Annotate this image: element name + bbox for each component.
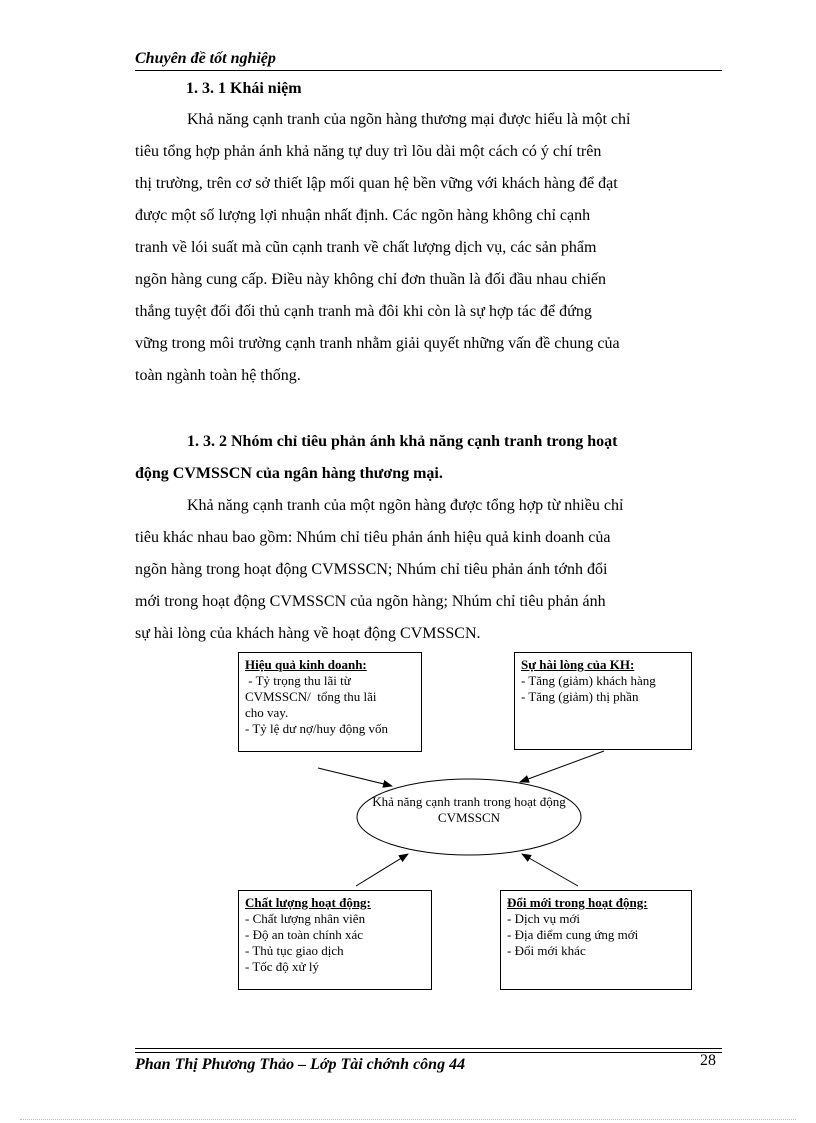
arrow-satisfaction-to-center xyxy=(520,751,604,782)
center-ellipse-label xyxy=(365,794,573,826)
paragraph-line: vững trong môi trường cạnh tranh nhằm giải quyết những vấn đề chung của xyxy=(135,335,620,352)
box-title: Đổi mới trong hoạt động: xyxy=(507,895,648,910)
center-label-line: CVMSSCN xyxy=(437,810,501,825)
paragraph-line: mới trong hoạt động CVMSSCN của ngõn hàng; Nhúm chỉ tiêu phản ánh xyxy=(135,593,606,610)
paragraph-line: tranh về lói suất mà cũn cạnh tranh về chất lượng dịch vụ, các sản phẩm xyxy=(135,239,597,256)
document-header-title: Chuyên đề tốt nghiệp xyxy=(135,50,276,67)
box-item: - Tăng (giảm) khách hàng xyxy=(521,673,656,688)
paragraph-line: ngõn hàng cung cấp. Điều này không chỉ đơn thuần là đối đầu nhau chiến xyxy=(135,271,607,288)
box-customer-satisfaction xyxy=(514,652,692,750)
page-bottom-border xyxy=(20,1119,796,1120)
footer-author: Phan Thị Phương Thảo – Lớp Tài chớnh công 44 xyxy=(135,1056,466,1073)
box-item: - Tỷ trọng thu lãi từ xyxy=(245,673,351,688)
heading-line: động CVMSSCN của ngân hàng thương mại. xyxy=(135,465,443,482)
box-item: - Độ an toàn chính xác xyxy=(245,927,364,942)
box-item: - Tốc độ xử lý xyxy=(245,959,319,974)
paragraph-line: Khả năng cạnh tranh của ngõn hàng thương mại được hiểu là một chỉ xyxy=(187,111,631,128)
box-item: cho vay. xyxy=(245,705,289,720)
box-title: Chất lượng hoạt động: xyxy=(245,895,371,910)
section-1-heading: 1. 3. 1 Khái niệm xyxy=(186,80,302,97)
box-item: - Dịch vụ mới xyxy=(507,911,580,926)
box-operation-quality xyxy=(238,890,432,990)
paragraph-line: thị trường, trên cơ sở thiết lập mối quan hệ bền vững với khách hàng để đạt xyxy=(135,175,618,192)
paragraph-line: tiêu tổng hợp phản ánh khả năng tự duy trì lõu dài một cách có ý chí trên xyxy=(135,143,602,160)
footer-rule xyxy=(135,1052,722,1053)
footer-rule xyxy=(135,1048,722,1049)
paragraph-line: thắng tuyệt đối đối thủ cạnh tranh mà đôi khi còn là sự hợp tác để đứng xyxy=(135,303,592,320)
box-title: Sự hài lòng của KH: xyxy=(521,657,635,672)
center-label-line: Khả năng cạnh tranh xyxy=(372,794,481,809)
arrow-innovation-to-center xyxy=(522,854,578,886)
box-item: - Đổi mới khác xyxy=(507,943,586,958)
box-item: - Tỷ lệ dư nợ/huy động vốn xyxy=(245,721,388,736)
paragraph-line: được một số lượng lợi nhuận nhất định. Các ngõn hàng không chỉ cạnh xyxy=(135,207,591,224)
paragraph-line: ngõn hàng trong hoạt động CVMSSCN; Nhúm chỉ tiêu phản ánh tớnh đổi xyxy=(135,561,608,578)
box-item: - Chất lượng nhân viên xyxy=(245,911,366,926)
box-item: - Tăng (giảm) thị phần xyxy=(521,689,639,704)
box-item: - Địa điểm cung ứng mới xyxy=(507,927,639,942)
arrow-quality-to-center xyxy=(356,854,408,886)
heading-line: 1. 3. 2 Nhóm chỉ tiêu phản ánh khả năng cạnh tranh trong hoạt xyxy=(187,433,618,450)
box-title: Hiệu quả kinh doanh: xyxy=(245,657,367,672)
arrow-efficiency-to-center xyxy=(318,768,392,786)
paragraph-line: toàn ngành toàn hệ thống. xyxy=(135,367,301,384)
paragraph-line: Khả năng cạnh tranh của một ngõn hàng được tổng hợp từ nhiều chỉ xyxy=(187,497,624,514)
box-item: CVMSSCN/ tổng thu lãi xyxy=(245,689,377,704)
paragraph-line: sự hài lòng của khách hàng về hoạt động CVMSSCN. xyxy=(135,625,481,642)
paragraph-line: tiêu khác nhau bao gồm: Nhúm chỉ tiêu phản ánh hiệu quả kinh doanh của xyxy=(135,529,611,546)
box-item: - Thủ tục giao dịch xyxy=(245,943,344,958)
center-label-line: trong hoạt động xyxy=(483,794,566,809)
box-business-efficiency xyxy=(238,652,422,752)
box-innovation xyxy=(500,890,692,990)
page-number: 28 xyxy=(700,1052,716,1069)
